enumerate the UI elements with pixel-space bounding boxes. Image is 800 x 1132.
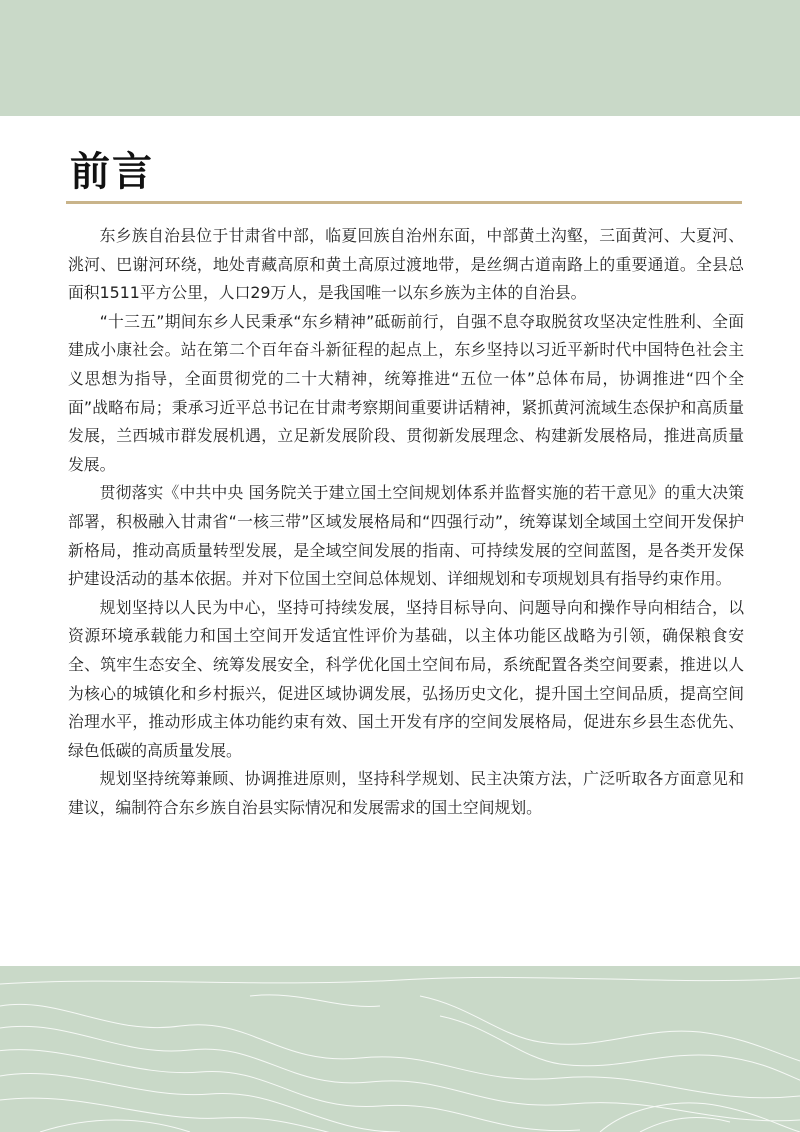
- title-divider: [66, 201, 742, 204]
- page-title: 前言: [70, 149, 154, 195]
- header-band: [0, 0, 800, 116]
- paragraph-1: 东乡族自治县位于甘肃省中部，临夏回族自治州东面，中部黄土沟壑，三面黄河、大夏河、洮河、巴谢河环绕，地处青藏高原和黄土高原过渡地带，是丝绸古道南路上的重要通道。全县总面积1511平方公里，人口29万人，是我国唯一以东乡族为主体的自治县。: [68, 226, 744, 303]
- paragraph-4: 规划坚持以人民为中心，坚持可持续发展，坚持目标导向、问题导向和操作导向相结合，以资源环境承载能力和国土空间开发适宜性评价为基础，以主体功能区战略为引领，确保粮食安全、筑牢生态安全、统筹发展安全，科学优化国土空间布局，系统配置各类空间要素，推进以人为核心的城镇化和乡村振兴，促进区域协调发展，弘扬历史文化，提升国土空间品质，提高空间治理水平，推动形成主体功能约束有效、国土开发有序的空间发展格局，促进东乡县生态优先、绿色低碳的高质量发展。: [68, 597, 744, 760]
- contour-lines-decoration: [0, 966, 800, 1132]
- paragraph-3: 贯彻落实《中共中央 国务院关于建立国土空间规划体系并监督实施的若干意见》的重大决策部署，积极融入甘肃省“一核三带”区域发展格局和“四强行动”，统筹谋划全域国土空间开发保护新格局，推动高质量转型发展，是全域空间发展的指南、可持续发展的空间蓝图，是各类开发保护建设活动的基本依据。并对下位国土空间总体规划、详细规划和专项规划具有指导约束作用。: [68, 483, 744, 589]
- paragraph-2: “十三五”期间东乡人民秉承“东乡精神”砥砺前行，自强不息夺取脱贫攻坚决定性胜利、全面建成小康社会。站在第二个百年奋斗新征程的起点上，东乡坚持以习近平新时代中国特色社会主义思想为指导，全面贯彻党的二十大精神，统筹推进“五位一体”总体布局，协调推进“四个全面”战略布局；秉承习近平总书记在甘肃考察期间重要讲话精神，紧抓黄河流域生态保护和高质量发展，兰西城市群发展机遇，立足新发展阶段、贯彻新发展理念、构建新发展格局，推进高质量发展。: [68, 311, 744, 474]
- paragraph-5: 规划坚持统筹兼顾、协调推进原则，坚持科学规划、民主决策方法，广泛听取各方面意见和建议，编制符合东乡族自治县实际情况和发展需求的国土空间规划。: [68, 769, 744, 817]
- footer-band: [0, 966, 800, 1132]
- preface-body: [68, 222, 744, 822]
